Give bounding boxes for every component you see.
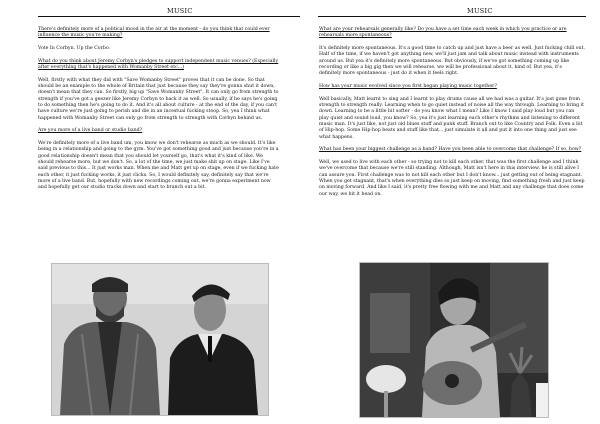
- interview-question: Are you more of a live band or studio band?: [38, 128, 143, 134]
- left-page-header-rule: [38, 16, 300, 17]
- interview-question: How has your music evolved since you first began playing music together?: [319, 84, 497, 89]
- interview-answer: Vote In Corbyn. Up the Corbo.: [38, 45, 111, 51]
- band-portrait-image: [52, 264, 268, 415]
- interview-answer: Well, we used to live with each other - so trying not to kill each other, that was the first challenge and I think we've overcome that because we're still standing. Although, Matt isn't here in this interview, he is still alive I can assure you. First challenge was to not kill each other but I don't know... just getting out of being stagnant. When you get stagnant, that's when everything dies so just keep on moving, find something fresh and just keep on moving forward. And like I said, it's pretty free flowing with me and Matt and any challenge that does come our way, we hit it head on.: [319, 159, 585, 197]
- musician-guitar-photo: [359, 262, 549, 418]
- interview-answer: Well basically, Matt learnt to sing and I learnt to play drums cause all we had was a guitar. It's just gone from strength to strength really. Learning when to go quiet instead of noise all the way through. Learning to bring it down. Learning to be a little bit softer - do you know what I mean? Like I know I said play loud but you can play quiet and sound loud, you know? So, yea it's just learning each other's rhythms and listening to different music man. It's just like, not just old blues stuff and punk stuff. Branch out to like Country and Folk. Even a bit of Hip-hop. Some Hip-hop beats and stuff like that... just simulate it all and put it into one thing and just see what happens.: [319, 96, 584, 140]
- interview-question: What has been your biggest challenge as a band? Have you been able to overcome that challenge? If so, how?: [319, 147, 582, 153]
- interview-question: What are your rehearsals generally like? Do you have a set time each week in which you practice or are rehearsals more spontaneous?: [319, 27, 567, 39]
- interview-answer: Well, firstly with what they did with "Save Womanby Street" proves that it can be done. So that should be an example to the whole of Britain that just because they say they're gonna shut it down, doesn't mean that they can. So firstly, big up "Save Womanby Street". It can only go from strength to strength if you've got a geezer like Jeremy Corbyn to back it as well. So usually, if he says he's going to do something then he's going to do it. And it's all about culture - at the end of the day, if you can't have culture we're just going to perish and die in an incestual fucking stoop. So, yea I think what happened with Womanby Street can only go from strength to strength with Corbyn behind us.: [38, 77, 279, 121]
- interview-answer: It's definitely more spontaneous. It's a good time to catch up and just have a beer as well. Just fucking chill out. Half of the time, if we haven't got anything new, we'll just jam and talk about music instead with instruments around us. But yea it's definitely more spontaneous. But obviously, if we've got something coming up like recording or like a big gig then we will rehearse, we will be professional about it, kind of. But yea, it's definitely more spontaneous - just do it when it feels right.: [319, 45, 585, 77]
- interview-question: What do you think about Jeremy Corbyn's pledges to support independent music venues? (Especially after everything that's happened with Womanby Street etc...): [38, 58, 279, 70]
- left-page-text-column: [38, 27, 280, 198]
- right-page-title: MUSIC: [467, 7, 493, 15]
- band-portrait-photo: [51, 263, 269, 416]
- right-page-text-column: [319, 27, 585, 204]
- interview-answer: We're definitely more of a live band um, you know we don't rehearse as much as we should. It's like being in a relationship and going to the gym. You've got something good and just because you're in a good relationship doesn't mean that you should let yourself go, that's what it's kind of like. We should rehearse more, but we don't. So, a lot of the time, we just make shit up on stage. Like I've said previous to this... It just works man. When me and Matt get up on stage, even if we fucking hate each other, it just fucking works, it just clicks. So, I would definitely say, definitely say that we're more of a live band. But, hopefully with new recordings coming out, we're gonna experiment now and hopefully get our studio tracks down and start to branch out a bit.: [38, 140, 279, 191]
- right-page-header-rule: [318, 16, 586, 17]
- interview-question: There's definitely more of a political mood in the air at the moment - do you think that could ever influence the music you're making?: [38, 27, 270, 39]
- left-page-title: MUSIC: [167, 7, 193, 15]
- musician-guitar-image: [360, 263, 548, 417]
